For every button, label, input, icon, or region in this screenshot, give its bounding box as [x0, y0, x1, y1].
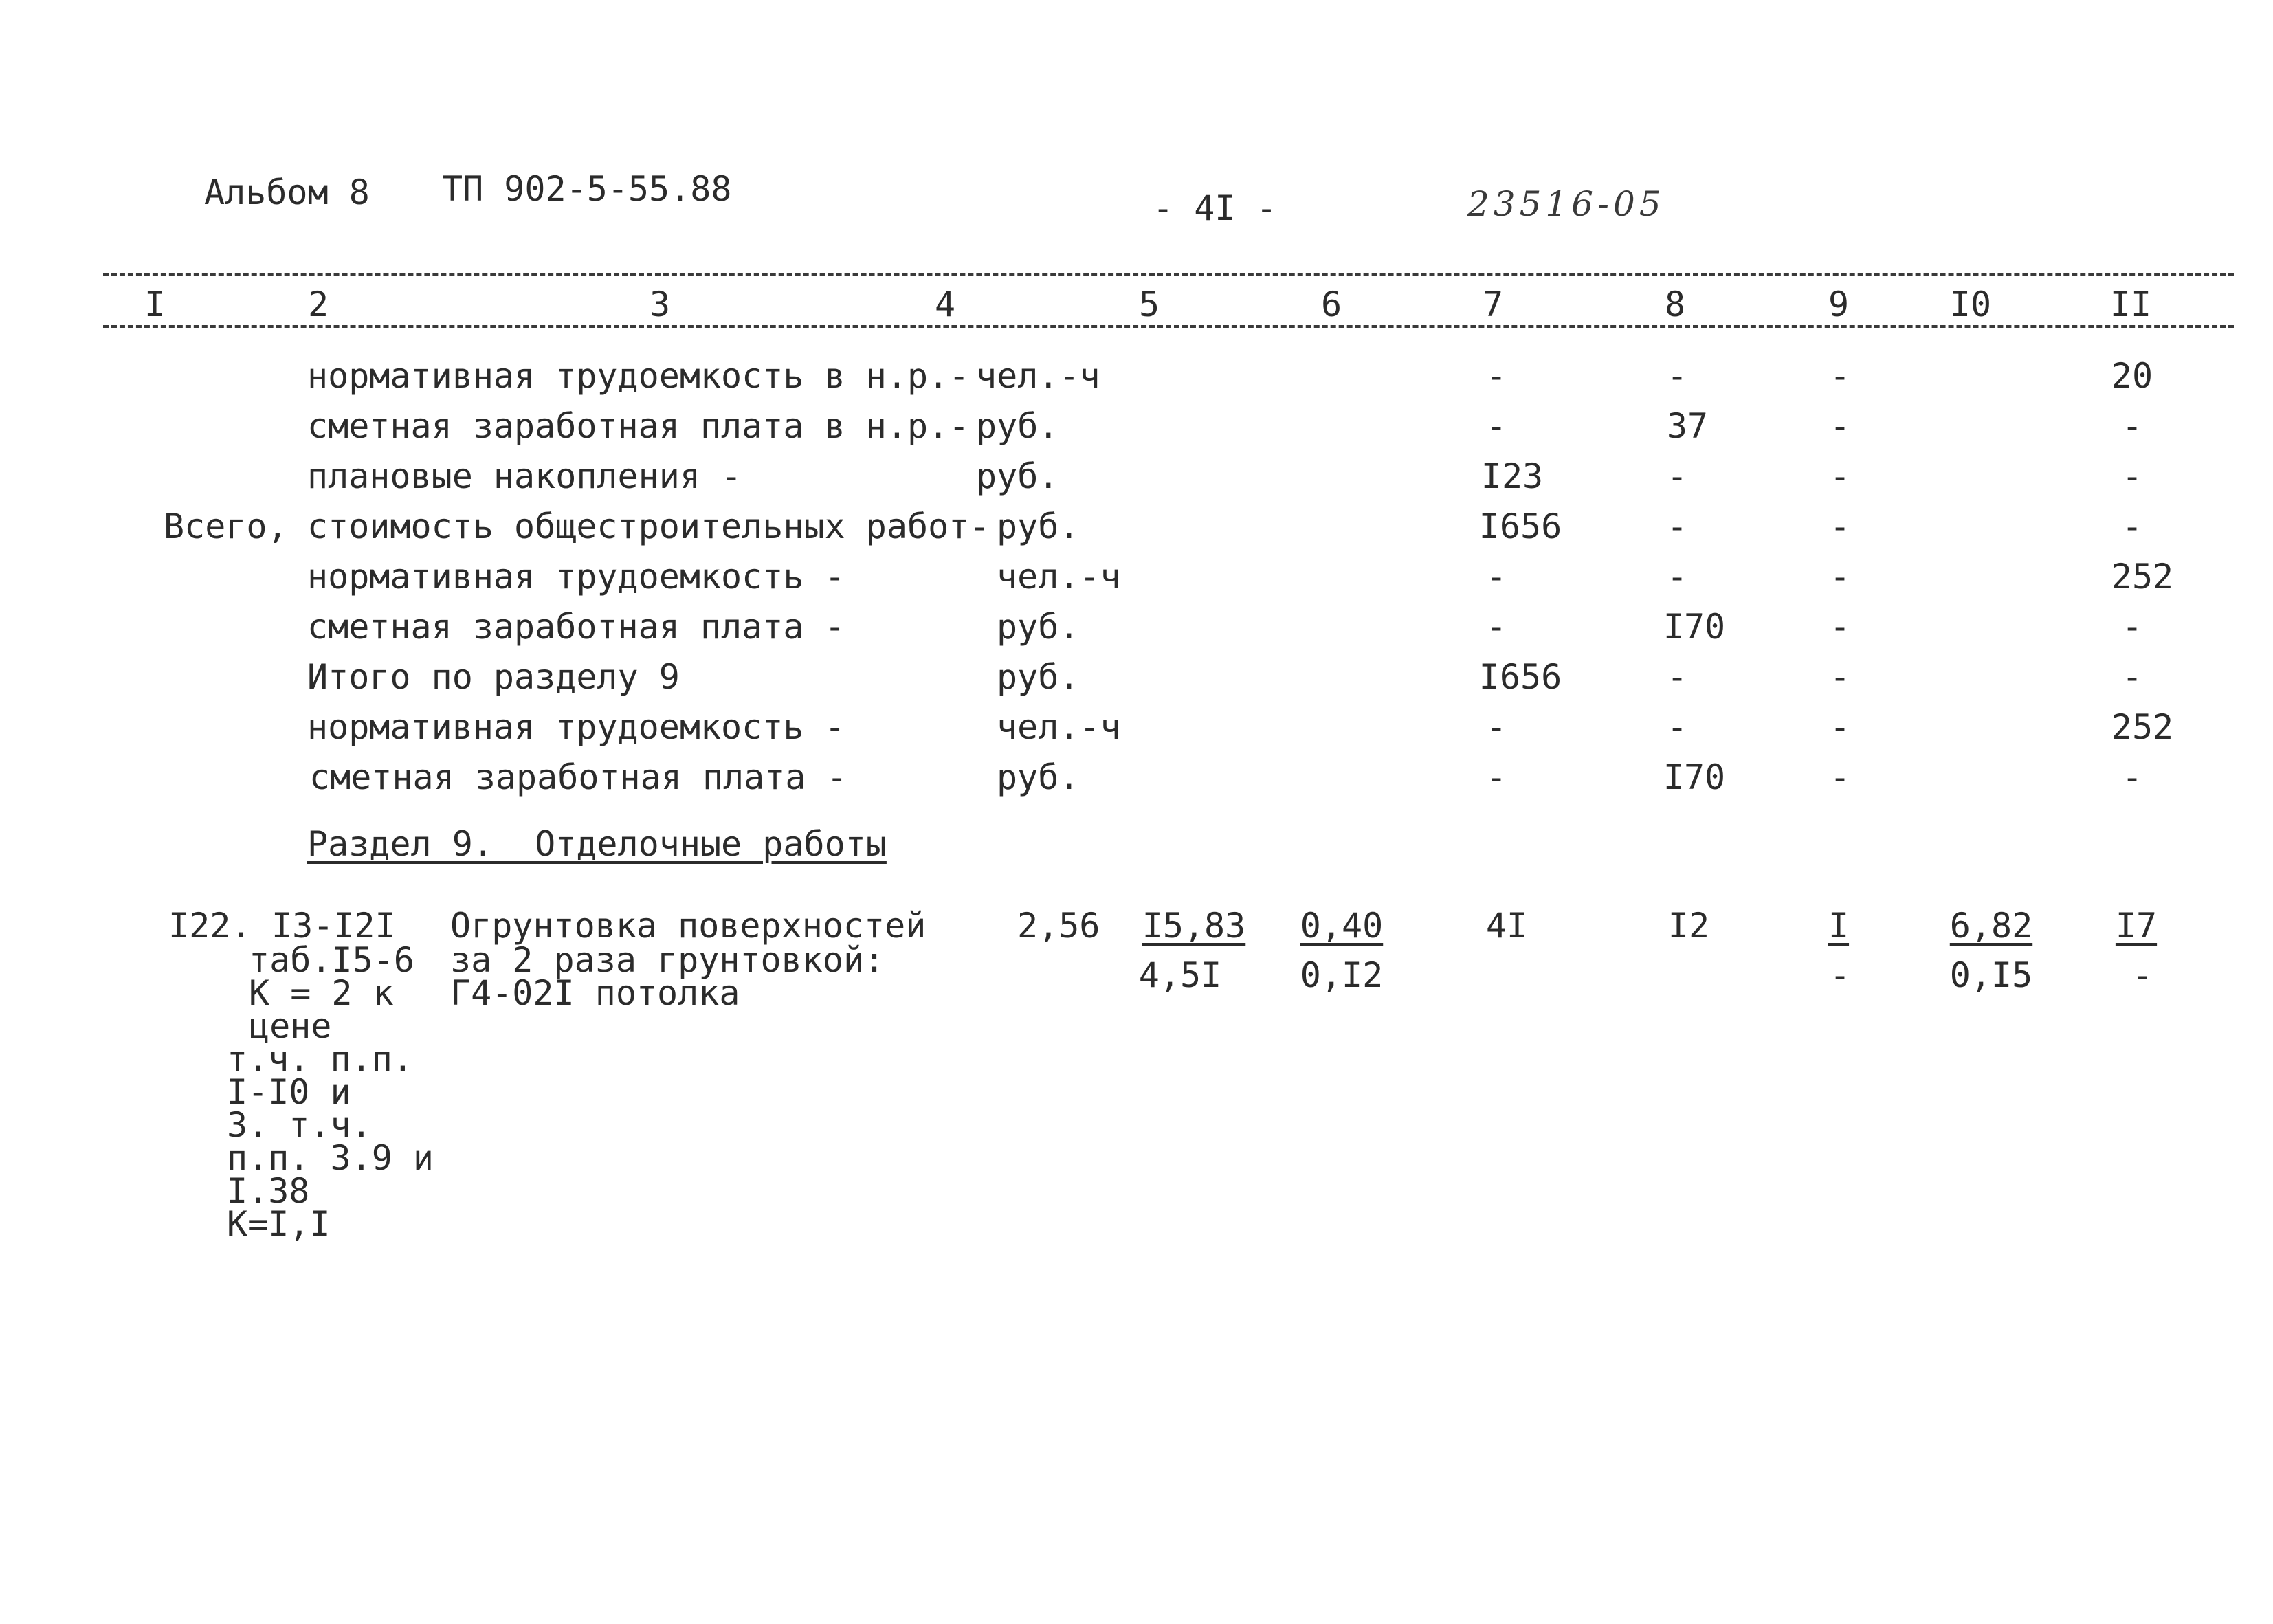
- item-col8: I2: [1667, 906, 1710, 946]
- row-unit: руб.: [997, 507, 1080, 546]
- row-unit: чел.-ч: [976, 356, 1100, 396]
- item-col4: 2,56: [1017, 906, 1100, 946]
- item-code-line: К = 2 к: [249, 973, 394, 1013]
- item-code-line: таб.I5-6: [249, 940, 414, 980]
- item-code-line: п.п. 3.9 и: [227, 1138, 434, 1178]
- row-col8: -: [1666, 707, 1688, 747]
- row-col8: -: [1666, 507, 1688, 546]
- row-col9: -: [1829, 757, 1851, 797]
- item-code-line: I-I0 и: [227, 1072, 351, 1112]
- row-description: нормативная трудоемкость в н.р.-: [307, 356, 970, 396]
- row-col9: -: [1829, 557, 1851, 597]
- item-code-line: 3. т.ч.: [227, 1105, 372, 1145]
- row-col11: -: [2121, 607, 2143, 647]
- row-col11: -: [2121, 757, 2143, 797]
- row-col11: -: [2121, 456, 2143, 496]
- row-description: плановые накопления -: [307, 456, 742, 496]
- row-col7: -: [1485, 356, 1507, 396]
- item-col9-bottom: -: [1829, 955, 1851, 995]
- item-code-line: т.ч. п.п.: [227, 1039, 413, 1079]
- row-col11: -: [2121, 406, 2143, 446]
- row-col8: 37: [1666, 406, 1709, 446]
- item-code-line: I3-I2I: [271, 906, 396, 946]
- item-code-line: К=I,I: [227, 1204, 331, 1244]
- row-col9: -: [1829, 406, 1851, 446]
- item-desc-line: за 2 раза грунтовкой:: [450, 940, 885, 980]
- row-col7: -: [1485, 607, 1507, 647]
- row-col8: I70: [1663, 757, 1726, 797]
- row-col9: -: [1829, 607, 1851, 647]
- row-col9: -: [1829, 707, 1851, 747]
- column-header: I: [144, 285, 166, 324]
- row-description: нормативная трудоемкость -: [307, 557, 845, 597]
- row-description: Итого по разделу 9: [307, 657, 680, 697]
- row-description: нормативная трудоемкость -: [307, 707, 845, 747]
- row-col8: -: [1666, 657, 1688, 697]
- item-code-line: I.38: [227, 1171, 310, 1211]
- header-top-rule: [103, 273, 2234, 276]
- column-header: 4: [934, 285, 956, 324]
- row-col9: -: [1829, 507, 1851, 546]
- column-header: 9: [1828, 285, 1850, 324]
- row-col7: I23: [1481, 456, 1544, 496]
- item-col10-bottom: 0,I5: [1949, 955, 2033, 995]
- inventory-number: 23516-05: [1467, 184, 1665, 224]
- row-col11: -: [2121, 507, 2143, 546]
- row-description: сметная заработная плата -: [309, 757, 847, 797]
- row-col9: -: [1829, 456, 1851, 496]
- row-col9: -: [1829, 356, 1851, 396]
- item-desc-line: Г4-02I потолка: [450, 973, 740, 1013]
- column-header: 6: [1320, 285, 1342, 324]
- column-header: I0: [1949, 285, 1992, 324]
- header-bottom-rule: [103, 325, 2234, 328]
- row-unit: руб.: [997, 607, 1080, 647]
- item-number: I22.: [168, 906, 252, 946]
- column-header: 2: [307, 285, 329, 324]
- row-col8: -: [1666, 456, 1688, 496]
- row-description: стоимость общестроительных работ-: [307, 507, 990, 546]
- row-description: сметная заработная плата в н.р.-: [307, 406, 970, 446]
- row-col7: -: [1485, 557, 1507, 597]
- item-col6-top: 0,40: [1300, 906, 1384, 946]
- page-number: - 4I -: [1153, 188, 1277, 228]
- column-header: 5: [1138, 285, 1160, 324]
- album-label: Альбом 8: [204, 173, 370, 212]
- row-col11: -: [2121, 657, 2143, 697]
- row-col8: -: [1666, 557, 1688, 597]
- column-header: 7: [1482, 285, 1504, 324]
- project-code: ТП 902-5-55.88: [442, 169, 732, 209]
- column-header: 3: [649, 285, 671, 324]
- row-col7: I656: [1478, 657, 1562, 697]
- item-code-line: цене: [249, 1006, 332, 1046]
- item-col11-top: I7: [2115, 906, 2158, 946]
- row-unit: руб.: [997, 657, 1080, 697]
- row-col9: -: [1829, 657, 1851, 697]
- row-unit: чел.-ч: [997, 707, 1121, 747]
- row-col7: I656: [1478, 507, 1562, 546]
- item-col7: 4I: [1485, 906, 1528, 946]
- row-col11: 252: [2111, 707, 2174, 747]
- row-col11: 20: [2111, 356, 2153, 396]
- row-col7: -: [1485, 406, 1507, 446]
- row-col7: -: [1485, 757, 1507, 797]
- item-col5-bottom: 4,5I: [1138, 955, 1222, 995]
- row-col11: 252: [2111, 557, 2174, 597]
- row-description: сметная заработная плата -: [307, 607, 845, 647]
- item-desc-line: Огрунтовка поверхностей: [450, 906, 927, 946]
- row-col8: -: [1666, 356, 1688, 396]
- row-unit: руб.: [976, 456, 1059, 496]
- column-header: II: [2109, 285, 2152, 324]
- row-unit: руб.: [976, 406, 1059, 446]
- row-col7: -: [1485, 707, 1507, 747]
- row-unit: руб.: [997, 757, 1080, 797]
- item-col5-top: I5,83: [1142, 906, 1246, 946]
- item-col9-top: I: [1828, 906, 1850, 946]
- item-col10-top: 6,82: [1949, 906, 2033, 946]
- item-col6-bottom: 0,I2: [1300, 955, 1384, 995]
- row-prefix: Всего,: [164, 507, 288, 546]
- section-title: Раздел 9. Отделочные работы: [307, 824, 887, 864]
- item-col11-bottom: -: [2131, 955, 2153, 995]
- row-unit: чел.-ч: [997, 557, 1121, 597]
- row-col8: I70: [1663, 607, 1726, 647]
- column-header: 8: [1664, 285, 1686, 324]
